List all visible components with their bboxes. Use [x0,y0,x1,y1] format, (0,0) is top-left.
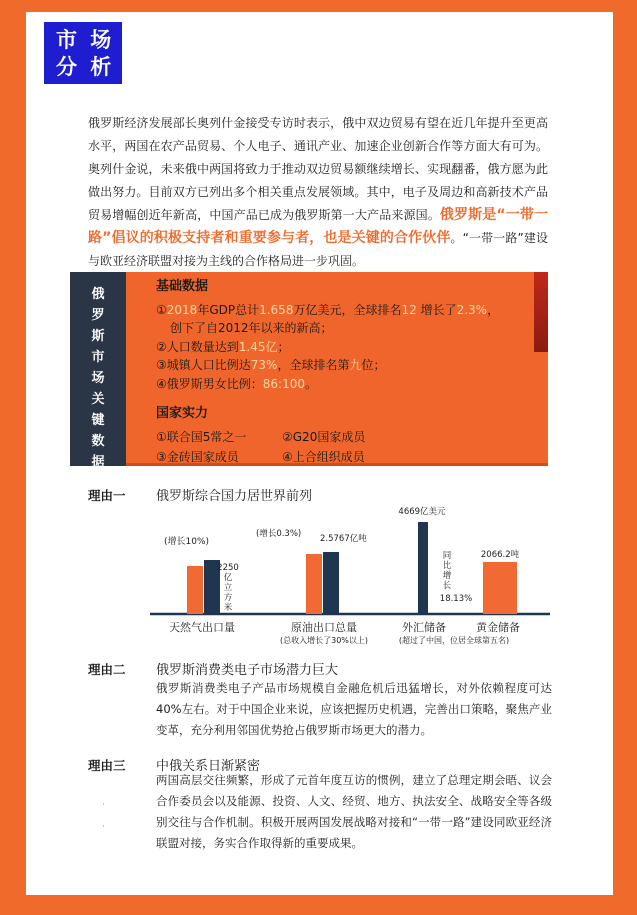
page-frame-top [0,0,637,12]
gold-value-label: 2066.2吨 [480,550,520,560]
category-label-gold: 黄金储备 [476,621,520,634]
reason-3-text: 两国高层交往频繁，形成了元首年度互访的惯例，建立了总理定期会晤、议会合作委员会以及能源、投资、人文、经贸、地方、执法安全、战略安全等各级别交往与合作机制。积极开展两国发展战略对接和“一带一路”建设同欧亚经济联盟对接，务实合作取得新的重要成果。 [156,773,552,850]
power-list [156,428,536,467]
badge-line-1: 市 场 [56,28,115,52]
data-line-urban [156,356,536,375]
text: 。 [304,376,317,391]
oil-value-label: 2.5767亿吨 [320,534,367,544]
page-frame-right [613,0,637,915]
forex-growth-line: 比 [442,561,452,571]
gas-value-line: 米 [223,603,233,613]
basic-data-title: 基础数据 [156,279,209,294]
side-char: 市 [91,350,105,365]
gas-value-line: 方 [223,593,233,603]
gas-growth-label: (增长10%) [164,537,210,547]
decorative-dots: · · [102,800,105,832]
side-char: 键 [91,413,105,428]
category-label-forex: 外汇储备 [402,621,446,634]
category-note-oil: (总收入增长了30%以上) [279,636,369,645]
reason-2-label: 理由二 [88,662,126,677]
power-item: ①联合国5常之一 [156,429,247,444]
side-char: 斯 [91,329,105,344]
value: 九 [349,358,362,372]
side-char: 关 [91,392,105,407]
forex-growth-line: 长 [442,581,452,591]
strength-chart [150,500,550,650]
text: ① [156,302,167,317]
oil-current-bar [323,552,339,614]
power-item: ④上合组织成员 [282,450,365,464]
side-char: 罗 [91,308,105,323]
intro-text-1: 俄罗斯经济发展部长奥列什金接受专访时表示，俄中双边贸易有望在近几年提升至更高水平，两国在农产品贸易、个人电子、通讯产业、加速企业创新合作等方面大有可为。奥列什金说，未来俄中两国将致力于推动双边贸易额继续增长、实现翻番，俄方愿为此做出努力。目前双方已列出多个相关重点发展领域。其中，电子及周边和高新技术产品贸易增幅创近年新高，中国产品已成为俄罗斯第一大产品来源国。 [88,116,548,222]
value: 86:100 [262,376,305,391]
gas-value-line: 2250 [217,563,239,573]
text: 位； [361,358,386,372]
gold-bar [483,562,517,614]
intro-text-2: 。“一带一路”建设与欧亚经济联盟对接为主线的合作格局进一步巩固。 [88,231,549,268]
oil-prev-bar [306,554,322,614]
gas-value-line: 亿 [223,573,233,583]
value: 1.45亿 [238,339,278,354]
value: 73% [250,358,278,372]
side-char: 场 [91,371,105,386]
value: 2.3% [456,302,488,317]
national-power-title: 国家实力 [156,406,209,421]
gas-value-line: 立 [223,583,233,593]
data-line-gdp [156,301,536,320]
text: 万亿美元，全球排名 [293,302,402,317]
side-char: 据 [91,455,105,470]
text: ②人口数量达到 [156,339,239,354]
page-frame-bottom [0,895,637,915]
data-line-population [156,338,536,357]
text: ， [487,302,500,317]
forex-growth-line: 增 [442,571,452,581]
panel-body [156,278,536,467]
data-line-gdp-cont: 创下了自2012年以来的新高； [170,321,333,335]
side-char: 俄 [91,287,105,302]
forex-value-label: 4669亿美元 [398,507,446,517]
forex-bar [418,522,428,614]
text: ； [277,339,290,354]
value: 2018 [166,302,198,317]
power-item: ②G20国家成员 [282,429,366,444]
reason-1-title: 俄罗斯综合国力居世界前列 [156,489,313,504]
reason-1-label: 理由一 [88,488,126,503]
data-line-gender [156,375,536,394]
category-label-gas: 天然气出口量 [169,621,235,634]
category-label-oil: 原油出口总量 [291,621,357,634]
reason-3-label: 理由三 [88,758,126,773]
key-data-panel [70,272,548,470]
kremlin-image [534,272,548,352]
reason-2-title: 俄罗斯消费类电子市场潜力巨大 [156,663,339,678]
side-char: 数 [91,434,105,449]
text: ④俄罗斯男女比例： [156,376,263,391]
text: ，全球排名第 [277,358,350,372]
text: 增长了 [416,302,457,317]
text: ③城镇人口比例达 [156,358,251,372]
page-frame-left [0,0,26,915]
panel-side-title [70,272,126,470]
oil-growth-label: (增长0.3%) [256,529,302,539]
reason-2-text: 俄罗斯消费类电子产品市场规模自金融危机后迅猛增长，对外依赖程度可达40%左右。对于中国企业来说，应该把握历史机遇，完善出口策略，聚焦产业变革，充分利用邻国优势抢占俄罗斯市场更大的潜力。 [156,681,552,737]
section-badge [44,22,122,84]
badge-line-2: 分 析 [56,55,115,79]
category-note-forex: (超过了中国，位居全球第五名) [398,636,510,645]
forex-growth-line: 同 [442,551,452,561]
power-item: ③金砖国家成员 [156,450,239,464]
reason-3-title: 中俄关系日渐紧密 [156,759,261,774]
text: 年GDP总计 [197,302,260,317]
value: 1.658 [259,302,294,317]
value: 12 [401,302,417,317]
intro-paragraph [88,112,548,273]
forex-growth-pct: 18.13% [439,594,473,604]
intro-highlight: 俄罗斯是“一带一路”倡议的积极支持者和重要参与者，也是关键的合作伙伴 [88,207,548,246]
gas-prev-bar [187,566,203,614]
